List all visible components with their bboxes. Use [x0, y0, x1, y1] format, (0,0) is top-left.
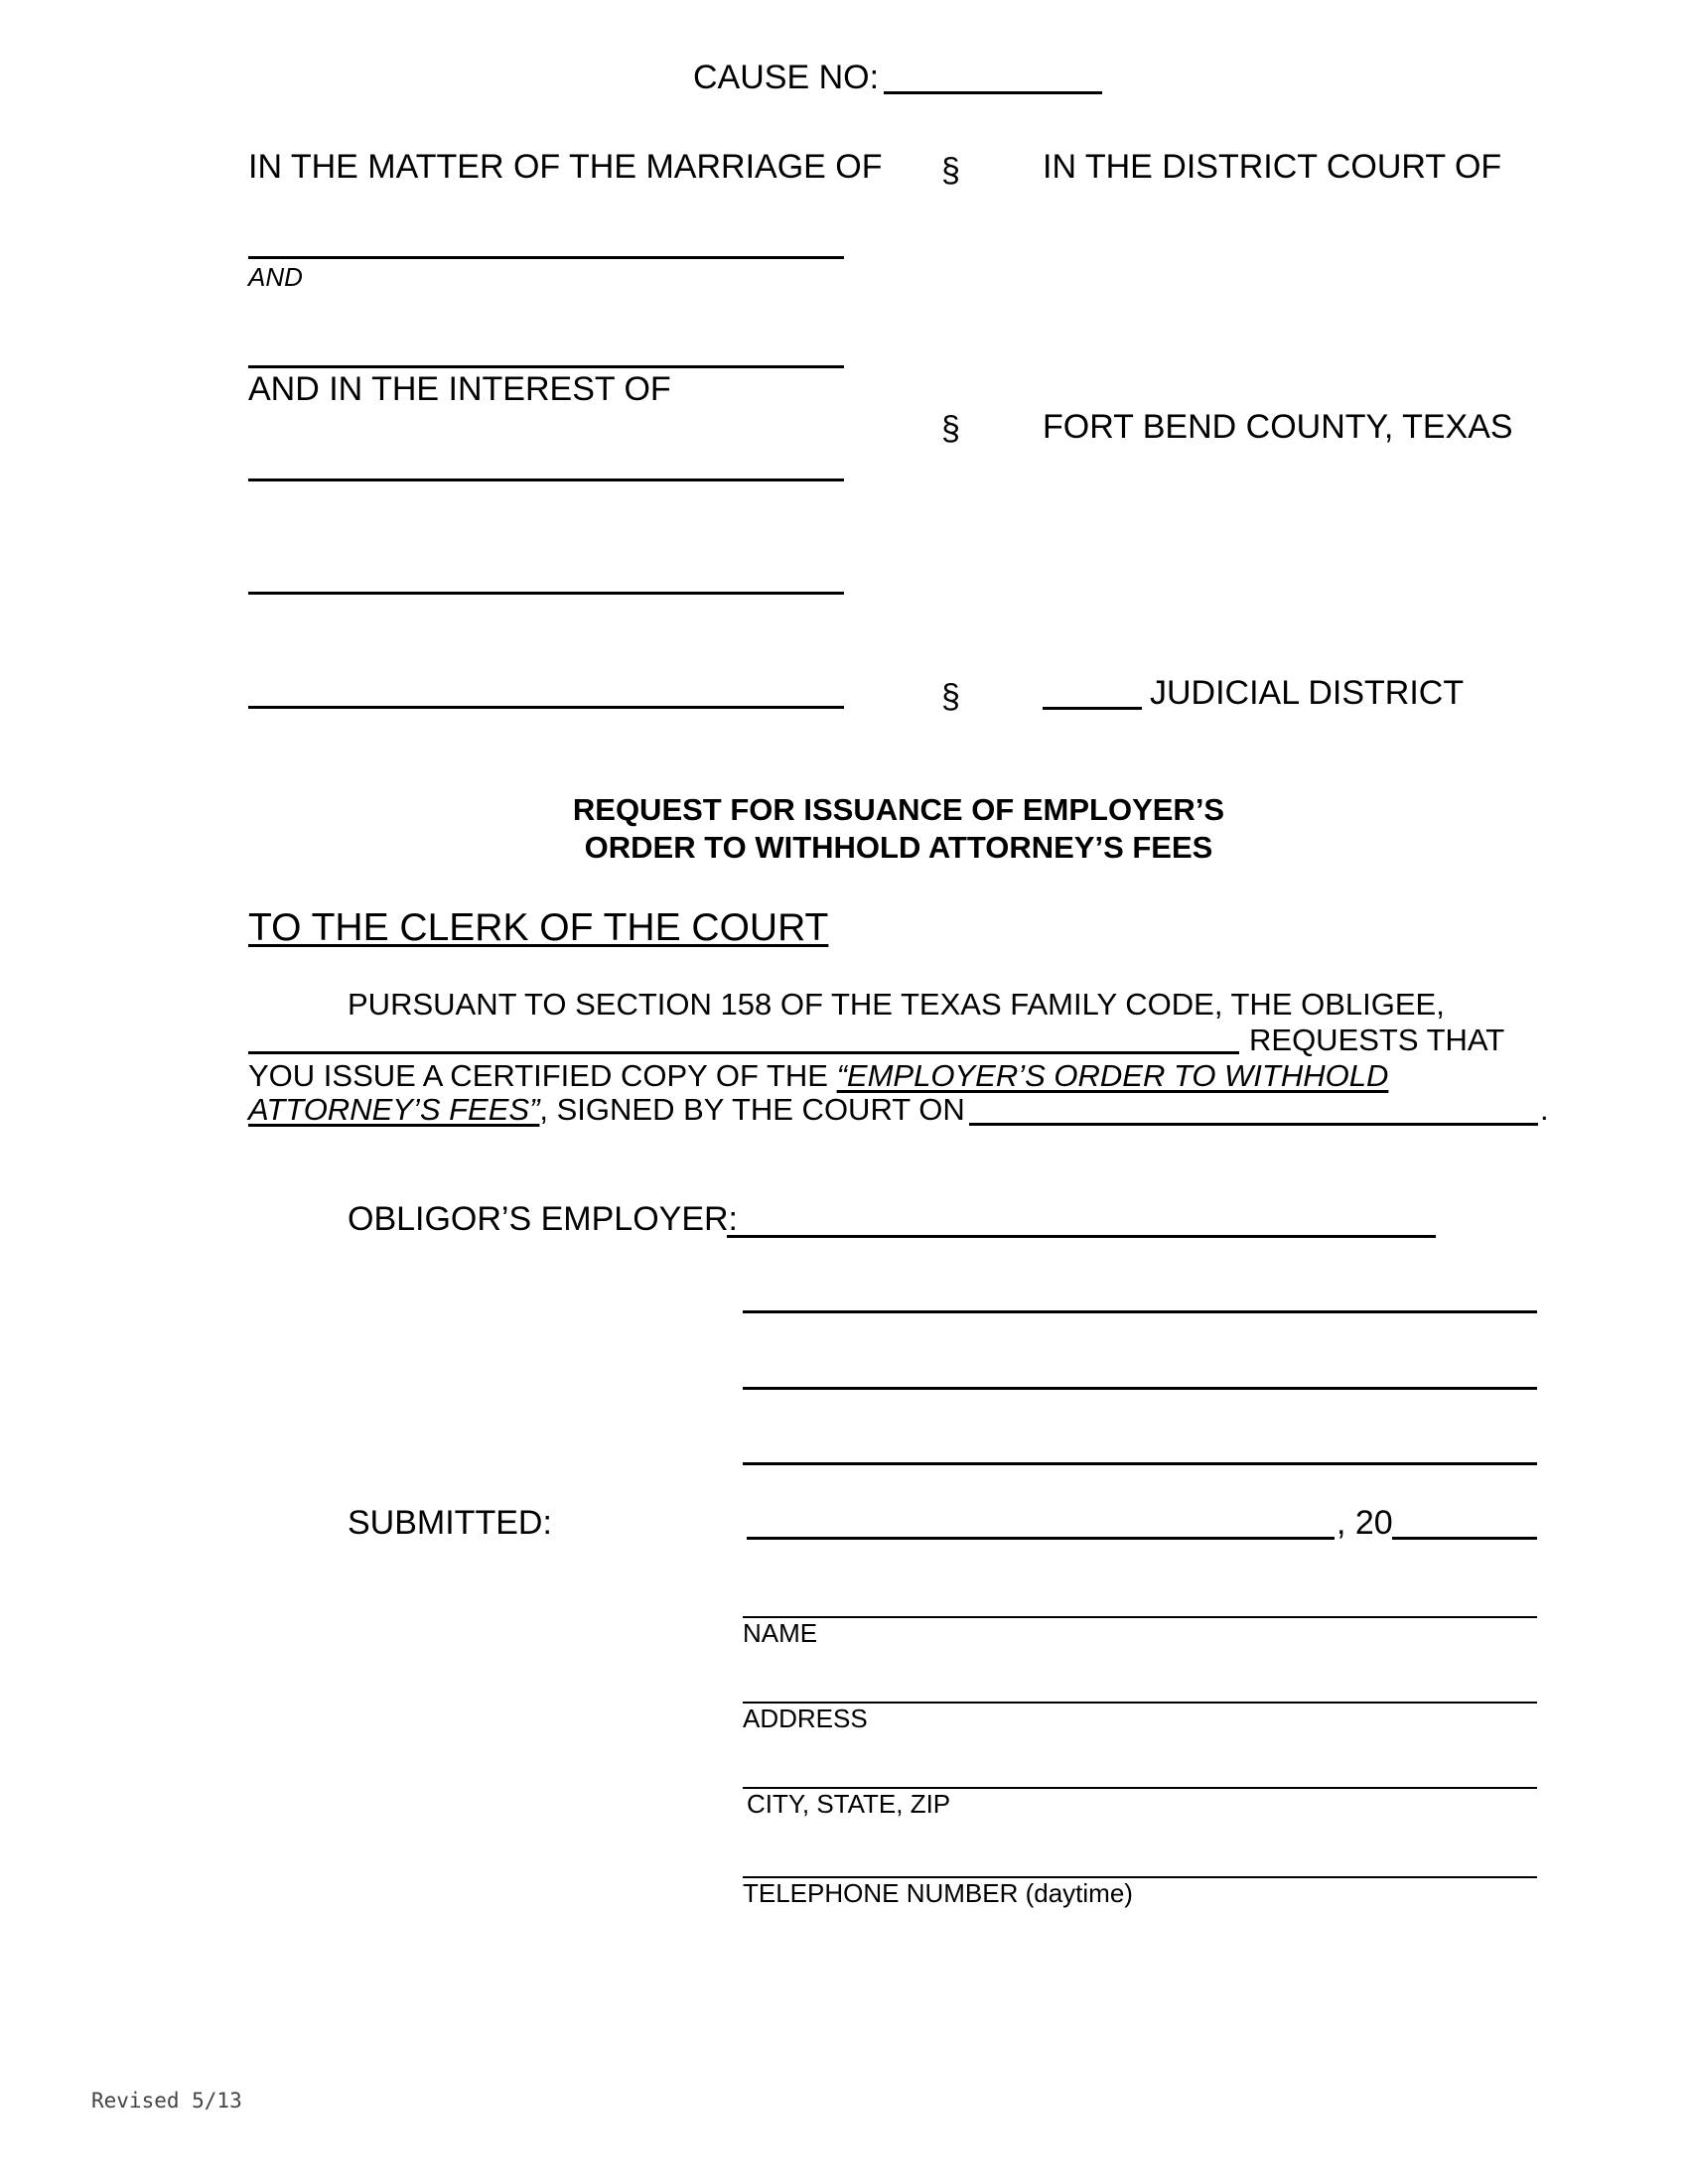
cause-number-field[interactable] — [884, 91, 1102, 94]
obligee-name-field[interactable] — [248, 1051, 1239, 1054]
employer-name-field[interactable] — [727, 1235, 1436, 1238]
paragraph-line3 — [248, 1058, 1388, 1094]
year-prefix: , 20 — [1336, 1504, 1393, 1542]
signed-by-label: , SIGNED BY THE COURT ON — [539, 1092, 965, 1127]
sentence-period: . — [1540, 1092, 1549, 1127]
interest-label: AND IN THE INTEREST OF — [248, 370, 671, 408]
submitted-label: SUBMITTED: — [348, 1504, 552, 1542]
paragraph-line1: PURSUANT TO SECTION 158 OF THE TEXAS FAMILY CODE, THE OBLIGEE, — [348, 987, 1445, 1022]
employer-address-line2-field[interactable] — [743, 1387, 1537, 1390]
child-two-field[interactable] — [248, 592, 844, 595]
section-symbol: § — [941, 410, 960, 448]
section-symbol: § — [941, 678, 960, 716]
city-state-zip-label: CITY, STATE, ZIP — [747, 1789, 951, 1819]
and-label: AND — [248, 262, 303, 292]
name-field[interactable] — [743, 1616, 1537, 1618]
employer-address-line1-field[interactable] — [743, 1310, 1537, 1313]
county-label: FORT BEND COUNTY, TEXAS — [1043, 408, 1513, 446]
paragraph-line4 — [248, 1092, 965, 1128]
spouse-two-field[interactable] — [248, 365, 844, 368]
district-label: JUDICIAL DISTRICT — [1150, 674, 1465, 712]
child-one-field[interactable] — [248, 478, 844, 481]
salutation — [248, 905, 828, 951]
child-three-field[interactable] — [248, 706, 844, 709]
document-title-line2: ORDER TO WITHHOLD ATTORNEY’S FEES — [584, 830, 1213, 865]
telephone-label: TELEPHONE NUMBER (daytime) — [743, 1878, 1133, 1908]
paragraph-line3-prefix: YOU ISSUE A CERTIFIED COPY OF THE — [248, 1058, 828, 1093]
submitted-date-field[interactable] — [747, 1537, 1335, 1540]
revision-note: Revised 5/13 — [91, 2089, 242, 2113]
order-title-part2: ATTORNEY’S FEES” — [248, 1092, 540, 1127]
spouse-one-field[interactable] — [248, 256, 844, 259]
matter-label: IN THE MATTER OF THE MARRIAGE OF — [248, 148, 883, 186]
salutation-text: TO THE CLERK OF THE COURT — [248, 906, 829, 949]
section-symbol: § — [941, 152, 960, 190]
district-number-field[interactable] — [1043, 707, 1142, 710]
cause-number-label: CAUSE NO: — [693, 59, 880, 96]
order-title-part1: “EMPLOYER’S ORDER TO WITHHOLD — [836, 1058, 1389, 1093]
submitted-year-field[interactable] — [1392, 1537, 1537, 1540]
court-label: IN THE DISTRICT COURT OF — [1043, 148, 1502, 186]
signed-date-field[interactable] — [969, 1123, 1538, 1126]
employer-label: OBLIGOR’S EMPLOYER: — [348, 1200, 738, 1238]
employer-address-line3-field[interactable] — [743, 1462, 1537, 1465]
address-label: ADDRESS — [743, 1704, 868, 1733]
document-title-line1: REQUEST FOR ISSUANCE OF EMPLOYER’S — [572, 792, 1225, 827]
requests-that-label: REQUESTS THAT — [1249, 1023, 1505, 1057]
name-label: NAME — [743, 1618, 818, 1648]
